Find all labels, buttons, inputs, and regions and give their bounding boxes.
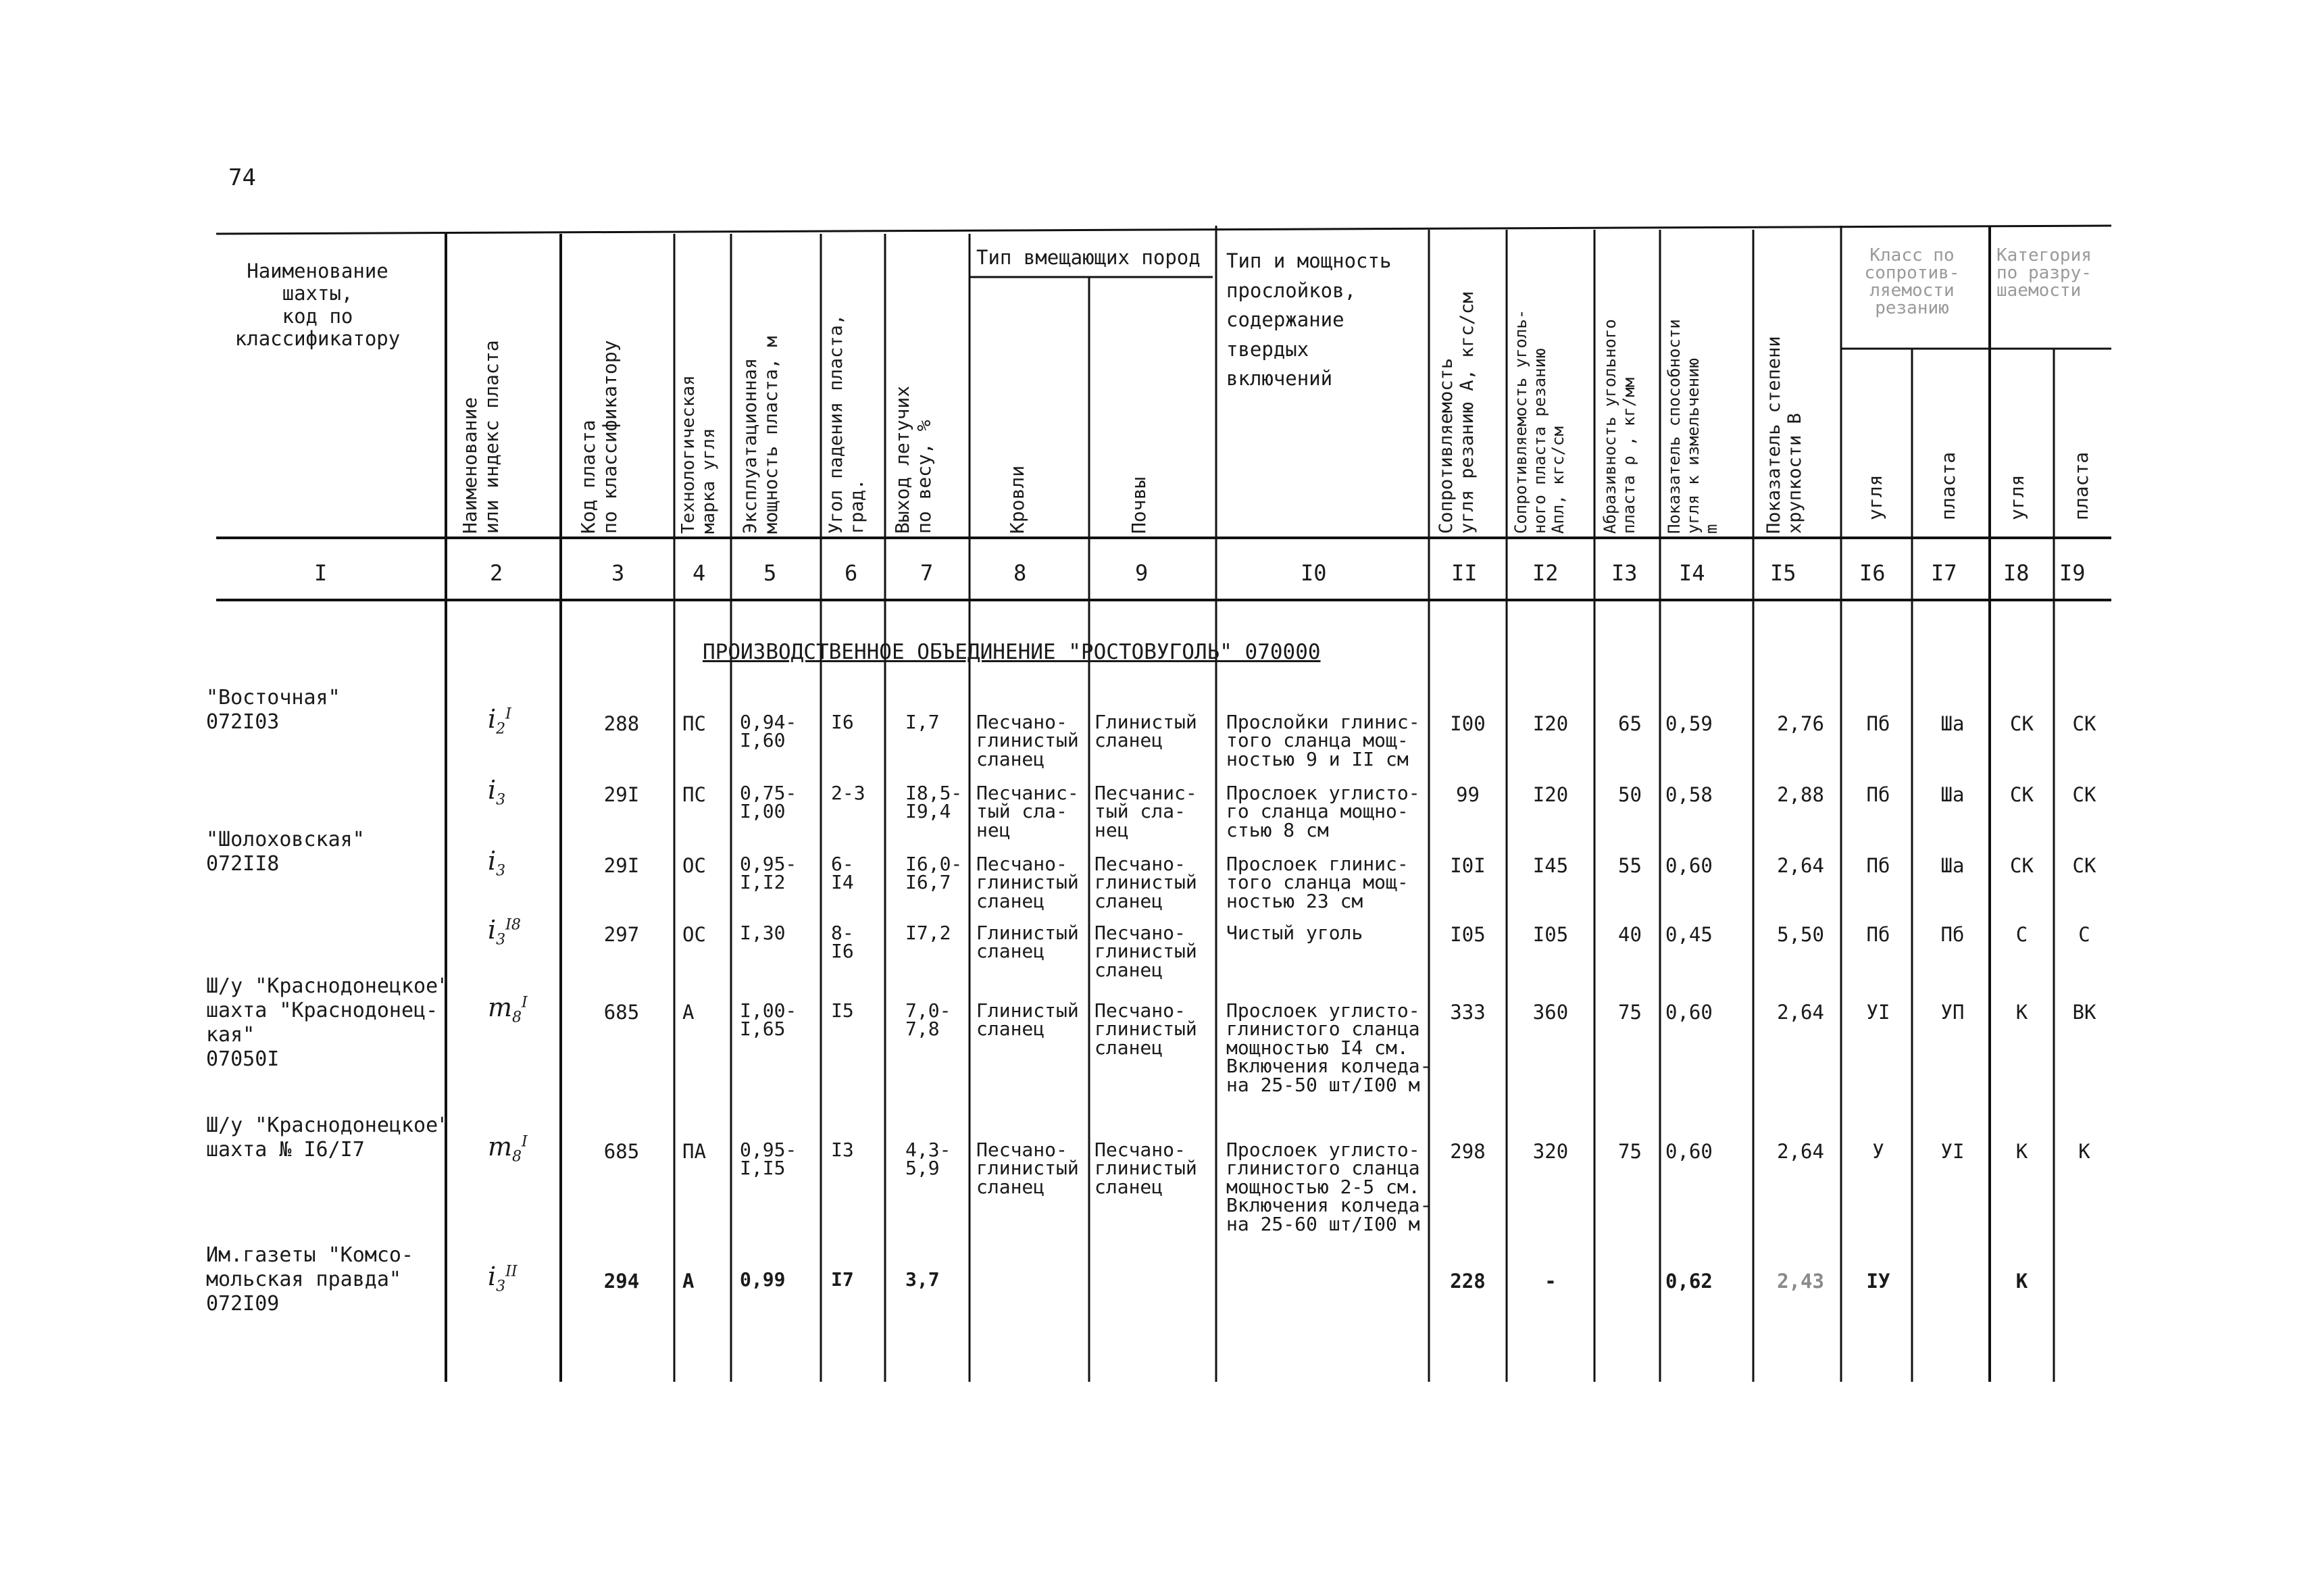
seam-index-cell [488,776,505,809]
brittleness-cell: 2,64 [1777,1001,1824,1024]
seam-index-cell [488,916,521,949]
abrasiveness-cell: 75 [1618,1140,1642,1163]
coal-grade-cell: А [682,1270,695,1293]
floor-rock-cell: Песчано- глинистый сланец [1095,999,1197,1059]
column-number: 8 [1013,560,1027,586]
seam-index-sub: 8 [512,1009,522,1026]
floor-rock-cell: Песчано- глинистый сланец [1095,922,1197,981]
grindability-cell: 0,60 [1665,1001,1713,1024]
header-interlayers: Тип и мощность прослойков, содержание твердых включений [1226,249,1392,390]
abrasiveness-cell: 75 [1618,1001,1642,1024]
dip-angle-cell: I7 [831,1268,854,1291]
column-number: I2 [1532,560,1559,586]
category-seam-cell: К [2078,1140,2090,1163]
class-coal-cell: IУ [1866,1270,1890,1293]
class-seam-cell: Пб [1940,923,1965,946]
coal-resistance-cell: I05 [1450,923,1486,946]
class-seam-cell: УI [1940,1140,1965,1163]
header-seam-name: Наименование или индекс пласта [459,340,503,534]
seam-resistance-cell: 360 [1532,1001,1569,1024]
volatile-yield-cell: 3,7 [905,1268,940,1291]
header-seam-code: Код пласта по классификатору [577,340,622,534]
dip-angle-cell: I3 [831,1139,854,1161]
column-number: I0 [1301,560,1327,586]
header-floor: Почвы [1128,476,1150,534]
interlayers-cell: Прослоек углисто- го сланца мощно- стью 8 см [1226,782,1420,841]
seam-resistance-cell: 320 [1532,1140,1569,1163]
column-number: 2 [490,560,503,586]
volatile-yield-cell: I7,2 [905,922,951,944]
column-number: I5 [1770,560,1796,586]
grindability-cell: 0,45 [1665,923,1713,946]
thickness-cell: I,00- I,65 [740,999,797,1041]
coal-resistance-cell: 298 [1450,1140,1486,1163]
thickness-cell: I,30 [740,922,786,944]
seam-index-cell [488,705,511,738]
coal-grade-cell: ПС [682,712,706,735]
seam-index-sub: 3 [496,862,506,880]
header-grindability: Показатель способности угля к измельчению m [1665,319,1721,534]
seam-code-cell: 294 [603,1270,640,1293]
abrasiveness-cell: 40 [1618,923,1642,946]
category-seam-cell: С [2078,923,2090,946]
thickness-cell: 0,95- I,I5 [740,1139,797,1180]
interlayers-cell: Прослоек углисто- глинистого сланца мощностью 2-5 см. Включения колчеда- на 25-60 шт/I00 м [1226,1139,1432,1235]
seam-resistance-cell: I05 [1532,923,1569,946]
interlayers-cell: Прослоек углисто- глинистого сланца мощностью I4 см. Включения колчеда- на 25-50 шт/I00 м [1226,999,1432,1096]
brittleness-cell: 2,64 [1777,1140,1824,1163]
seam-code-cell: 288 [603,712,640,735]
class-coal-cell: Пб [1866,712,1890,735]
seam-index-base: i [488,775,497,805]
class-coal-cell: Пб [1866,923,1890,946]
column-number: I4 [1679,560,1705,586]
volatile-yield-cell: 4,3- 5,9 [905,1139,951,1180]
seam-code-cell: 685 [603,1001,640,1024]
thickness-cell: 0,75- I,00 [740,782,797,823]
interlayers-cell: Прослойки глинис- того сланца мощ- ностью 9 и II см [1226,711,1420,770]
brittleness-cell: 2,43 [1777,1270,1824,1293]
header-mine-name: Наименование шахты, код по классификатору [234,259,401,351]
header-seam-thickness: Эксплуатационная мощность пласта, м [740,336,782,534]
grindability-cell: 0,60 [1665,854,1713,877]
seam-index-cell [488,993,528,1026]
abrasiveness-cell: 50 [1618,783,1642,806]
header-class-coal: угля [1864,474,1886,520]
floor-rock-cell: Песчано- глинистый сланец [1095,853,1197,912]
category-seam-cell: СК [2072,712,2096,735]
volatile-yield-cell: 7,0- 7,8 [905,999,951,1041]
seam-index-cell [488,1132,528,1166]
thickness-cell: 0,99 [740,1268,786,1291]
seam-index-sub: 8 [512,1148,522,1166]
category-coal-cell: С [2015,923,2028,946]
seam-index-sup: I [505,705,511,723]
dip-angle-cell: I5 [831,999,854,1022]
column-number: 3 [611,560,625,586]
column-number: I3 [1611,560,1638,586]
category-coal-cell: К [2015,1140,2028,1163]
header-class-seam: пласта [1937,451,1959,520]
header-category-coal: угля [2006,474,2028,520]
interlayers-cell: Чистый уголь [1226,922,1363,944]
class-seam-cell: УП [1940,1001,1965,1024]
seam-code-cell: 685 [603,1140,640,1163]
class-seam-cell: Ша [1940,712,1965,735]
dip-angle-cell: 8- I6 [831,922,854,963]
coal-resistance-cell: 333 [1450,1001,1486,1024]
roof-rock-cell: Глинистый сланец [976,922,1079,963]
column-number: I8 [2003,560,2030,586]
column-number: I [314,560,328,586]
seam-index-sub: 3 [496,1278,506,1295]
mine-name-cell: Им.газеты "Комсо- мольская правда" 072I09 [206,1243,414,1316]
abrasiveness-cell: 65 [1618,712,1642,735]
thickness-cell: 0,94- I,60 [740,711,797,752]
mine-name-cell: "Шолоховская" 072II8 [206,828,365,876]
floor-rock-cell: Песчанис- тый сла- нец [1095,782,1197,841]
header-seam-cutting-resistance: Сопротивляемость уголь- ного пласта резанию Апл, кгс/см [1511,309,1568,534]
class-seam-cell: Ша [1940,854,1965,877]
category-seam-cell: СК [2072,854,2096,877]
header-destructibility-category: Категория по разру- шаемости [1996,245,2092,301]
header-resistance-class: Класс по сопротив- ляемости резанию [1864,245,1960,318]
column-number: I6 [1859,560,1886,586]
header-rock-type-group: Тип вмещающих пород [976,246,1201,269]
category-coal-cell: СК [2010,854,2034,877]
seam-code-cell: 29I [603,783,640,806]
volatile-yield-cell: I,7 [905,711,940,733]
coal-resistance-cell: 228 [1450,1270,1486,1293]
thickness-cell: 0,95- I,I2 [740,853,797,894]
seam-index-base: m [488,993,513,1022]
abrasiveness-cell: 55 [1618,854,1642,877]
header-coal-cutting-resistance: Сопротивляемость угля резанию А, кгс/см [1436,292,1478,534]
class-coal-cell: Пб [1866,783,1890,806]
category-seam-cell: ВК [2072,1001,2096,1024]
header-roof: Кровли [1006,465,1028,534]
mine-name-cell: Ш/у "Краснодонецкое" шахта № I6/I7 [206,1114,451,1162]
column-number: 9 [1135,560,1149,586]
class-coal-cell: У [1872,1140,1884,1163]
coal-resistance-cell: I00 [1450,712,1486,735]
class-seam-cell: Ша [1940,783,1965,806]
seam-resistance-cell: I20 [1532,783,1569,806]
roof-rock-cell: Песчано- глинистый сланец [976,711,1079,770]
coal-grade-cell: А [682,1001,695,1024]
grindability-cell: 0,60 [1665,1140,1713,1163]
seam-resistance-cell: I20 [1532,712,1569,735]
column-number: II [1451,560,1478,586]
grindability-cell: 0,59 [1665,712,1713,735]
header-coal-grade: Технологическая марка угля [678,375,719,534]
seam-index-cell [488,1262,518,1295]
seam-index-base: i [488,704,497,734]
seam-resistance-cell: I45 [1532,854,1569,877]
page-number: 74 [228,164,256,191]
column-number: I9 [2059,560,2086,586]
seam-resistance-cell: - [1544,1270,1557,1293]
column-number: 5 [763,560,777,586]
dip-angle-cell: 2-3 [831,782,865,804]
class-coal-cell: Пб [1866,854,1890,877]
volatile-yield-cell: I8,5- I9,4 [905,782,963,823]
volatile-yield-cell: I6,0- I6,7 [905,853,963,894]
seam-index-base: i [488,915,497,945]
roof-rock-cell: Глинистый сланец [976,999,1079,1041]
header-category-seam: пласта [2070,451,2092,520]
seam-index-sub: 3 [496,791,506,809]
column-number: 6 [845,560,858,586]
class-coal-cell: УI [1866,1001,1890,1024]
seam-index-base: m [488,1132,513,1162]
roof-rock-cell: Песчано- глинистый сланец [976,1139,1079,1198]
coal-grade-cell: ОС [682,923,706,946]
interlayers-cell: Прослоек глинис- того сланца мощ- ностью 23 см [1226,853,1409,912]
seam-index-base: i [488,846,497,876]
header-brittleness: Показатель степени хрупкости В [1763,336,1806,534]
column-number: 4 [693,560,706,586]
coal-grade-cell: ПА [682,1140,706,1163]
seam-index-base: i [488,1262,497,1291]
roof-rock-cell: Песчанис- тый сла- нец [976,782,1079,841]
header-dip-angle: Угол падения пласта, град. [826,314,868,534]
mine-name-cell: Ш/у "Краснодонецкое" шахта "Краснодонец- кая" 07050I [206,974,451,1071]
brittleness-cell: 2,64 [1777,854,1824,877]
coal-resistance-cell: 99 [1456,783,1480,806]
column-number: 7 [920,560,934,586]
seam-index-sup: I8 [505,916,521,934]
coal-grade-cell: ОС [682,854,706,877]
brittleness-cell: 2,88 [1777,783,1824,806]
floor-rock-cell: Глинистый сланец [1095,711,1197,752]
category-coal-cell: СК [2010,783,2034,806]
floor-rock-cell: Песчано- глинистый сланец [1095,1139,1197,1198]
header-volatile-yield: Выход летучих по весу, % [891,385,936,534]
seam-code-cell: 297 [603,923,640,946]
seam-index-sub: 2 [496,720,506,738]
brittleness-cell: 5,50 [1777,923,1824,946]
category-coal-cell: СК [2010,712,2034,735]
seam-index-sup: I [522,994,528,1012]
seam-code-cell: 29I [603,854,640,877]
coal-grade-cell: ПС [682,783,706,806]
grindability-cell: 0,58 [1665,783,1713,806]
category-coal-cell: К [2015,1270,2028,1293]
seam-index-cell [488,847,505,880]
seam-index-sup: II [505,1263,518,1280]
section-title: ПРОИЗВОДСТВЕННОЕ ОБЪЕДИНЕНИЕ "РОСТОВУГОЛЬ" 070000 [703,640,1321,664]
mine-name-cell: "Восточная" 072I03 [206,686,341,734]
seam-index-sub: 3 [496,931,506,949]
column-number: I7 [1931,560,1957,586]
header-abrasiveness: Абразивность угольного пласта ρ , кг/мм [1601,319,1638,534]
coal-resistance-cell: I0I [1450,854,1486,877]
grindability-cell: 0,62 [1665,1270,1713,1293]
dip-angle-cell: I6 [831,711,854,733]
roof-rock-cell: Песчано- глинистый сланец [976,853,1079,912]
category-coal-cell: К [2015,1001,2028,1024]
dip-angle-cell: 6- I4 [831,853,854,894]
brittleness-cell: 2,76 [1777,712,1824,735]
seam-index-sup: I [522,1133,528,1151]
category-seam-cell: СК [2072,783,2096,806]
